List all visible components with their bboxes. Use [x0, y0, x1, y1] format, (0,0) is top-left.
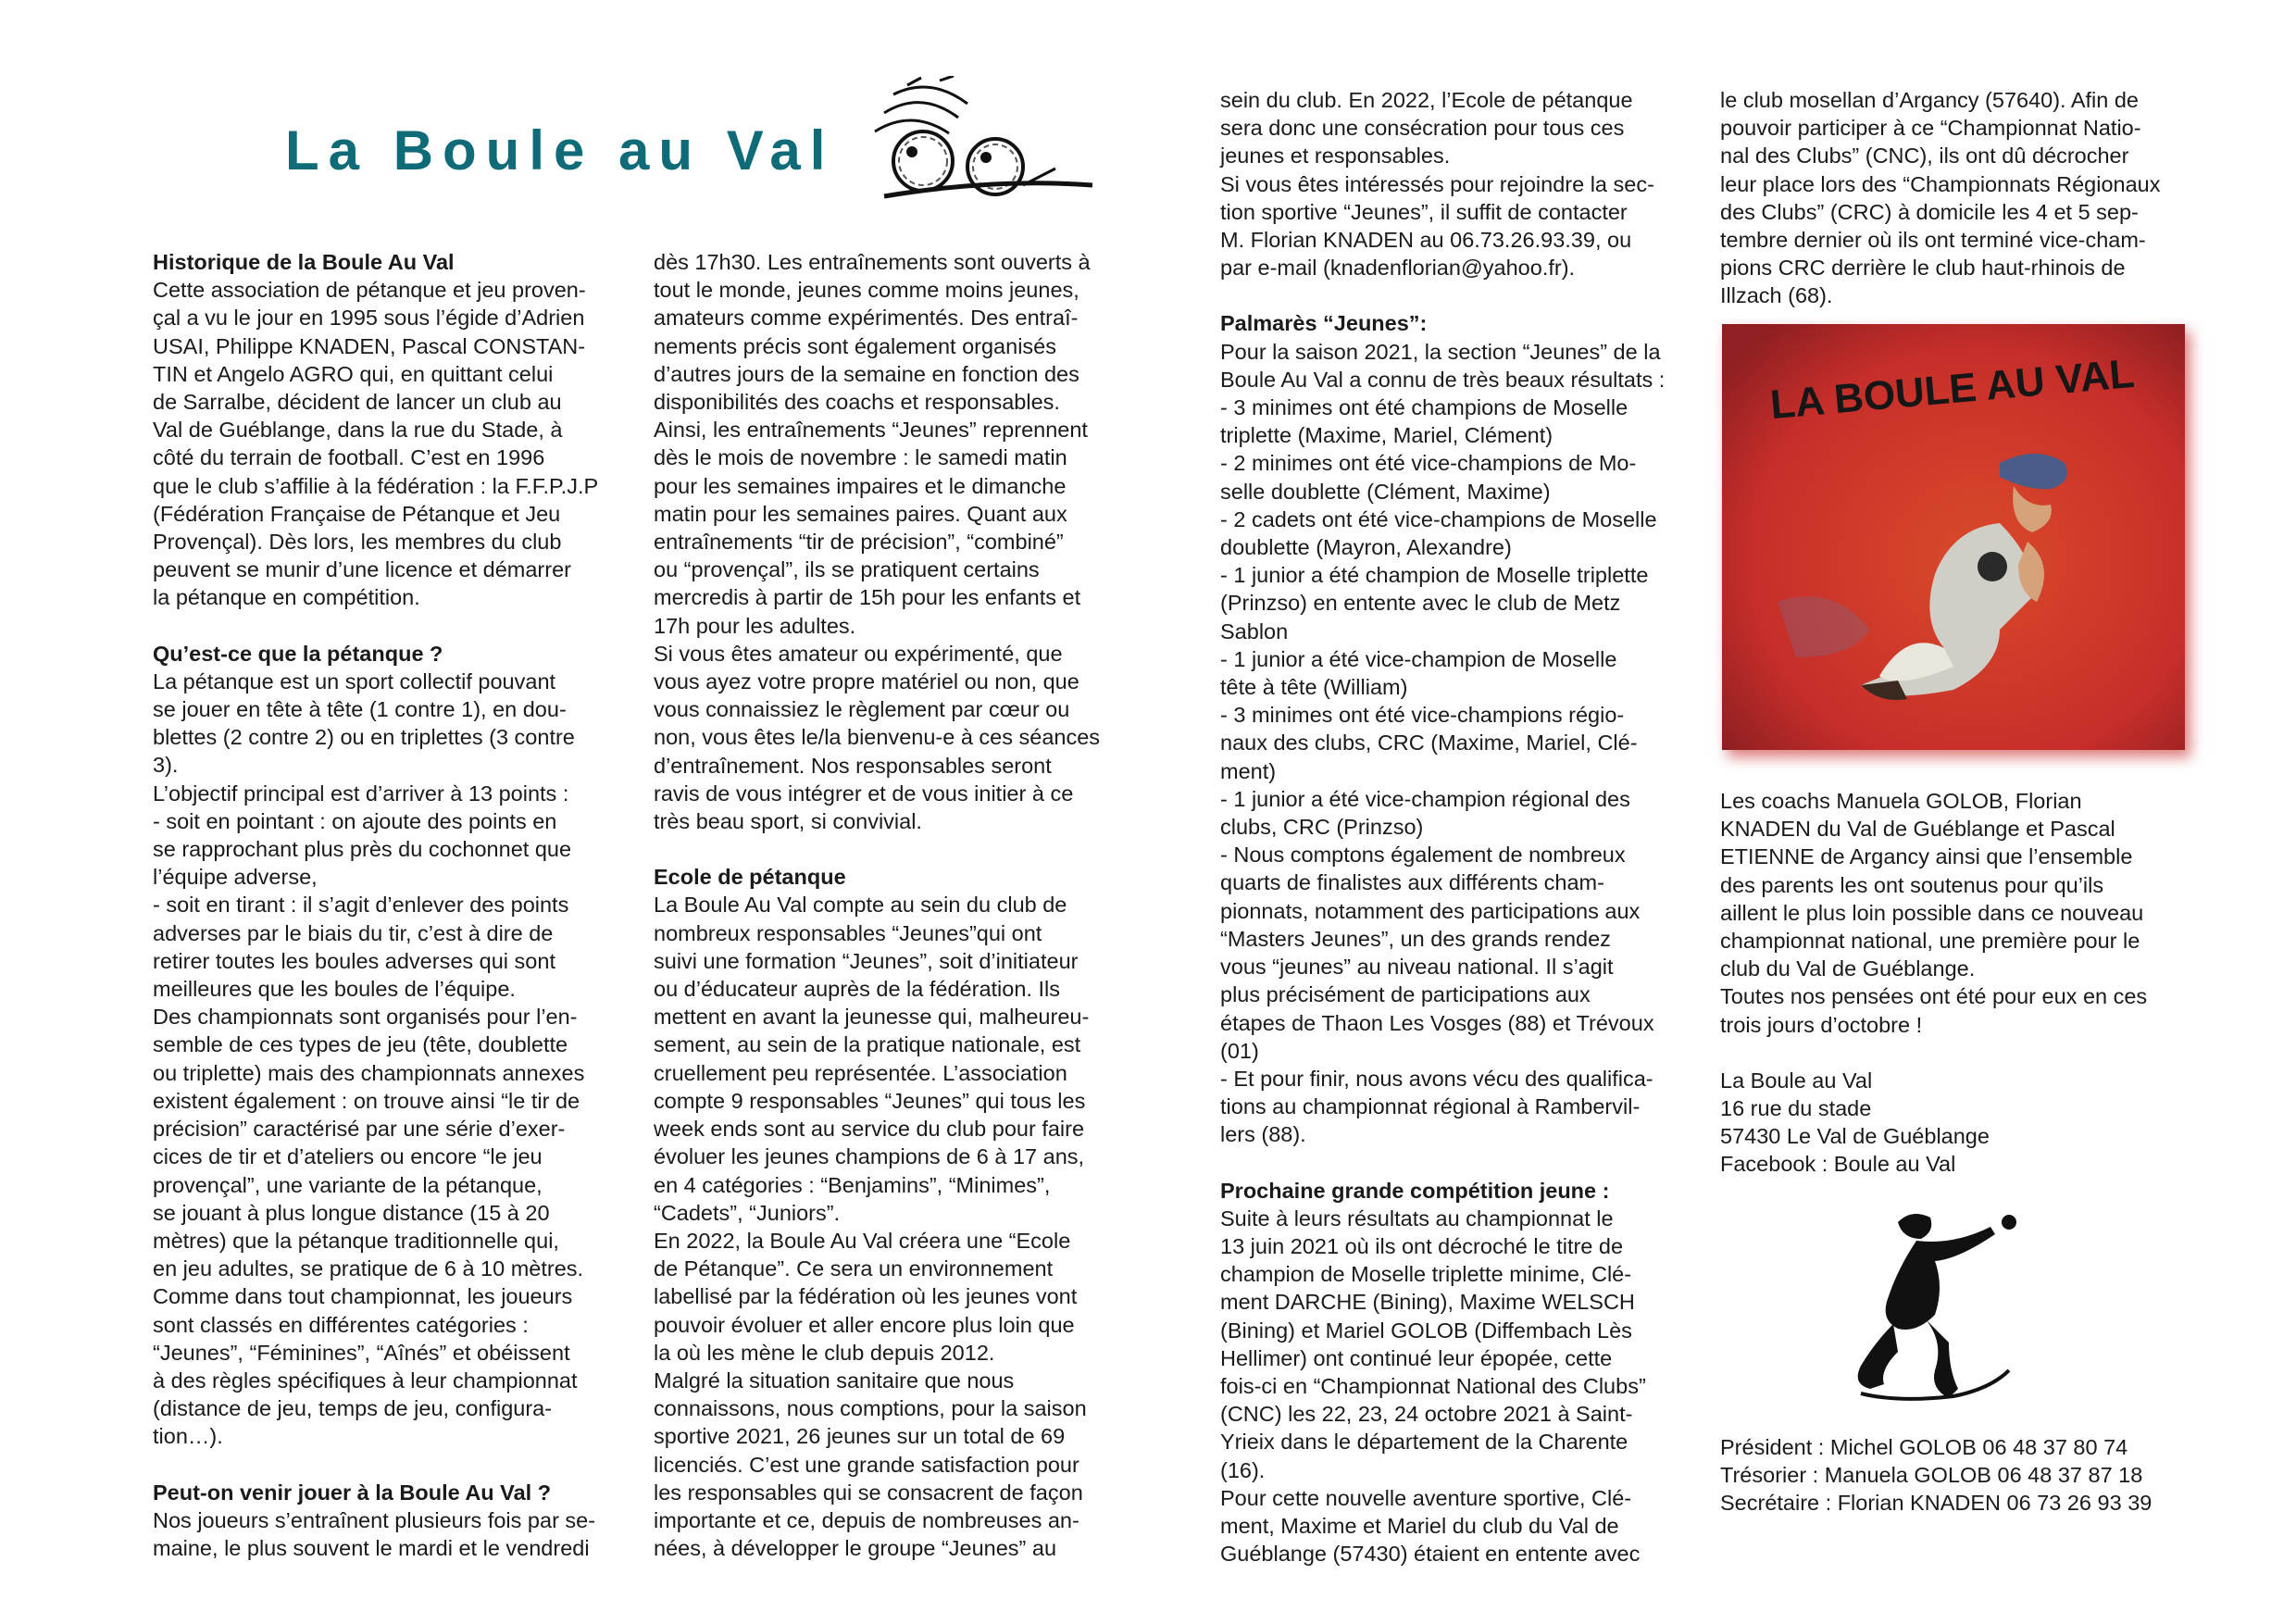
- column-2: [654, 248, 1135, 1562]
- contacts-block: [1720, 1433, 2239, 1518]
- column-4: [1720, 86, 2220, 310]
- petanque-balls-illustration: [856, 76, 1106, 201]
- paragraph-historique: Cette association de pétanque et jeu proven- çal a vu le jour en 1995 sous l’égide d’Adrien USAI, Philippe KNADEN, Pascal CONSTAN- TIN et Angelo AGRO qui, en quittant celui de Sarralbe, décident de lancer un club au Val de Guéblange, dans la rue du Stade, à côté du terrain de football. C’est en 1996 que le club s’affilie à la fédération : la F.F.P.J.P (Fédération Française de Pétanque et Jeu Provençal). Dès lors, les membres du club peuvent se munir d’une licence et démarrer la pétanque en compétition.: [153, 278, 599, 610]
- club-poster: [1722, 324, 2185, 750]
- heading-ecole: Ecole de pétanque: [654, 865, 846, 890]
- paragraph-entrainements: dès 17h30. Les entraînements sont ouverts à tout le monde, jeunes comme moins jeunes, amateurs comme expérimentés. Des entraî- nements précis sont également organisés d’autres jours de la semaine en fonction des disponibilités des coachs et responsables. Ainsi, les entraînements “Jeunes” reprennent dès le mois de novembre : le samedi matin pour les semaines impaires et le dimanche matin pour les semaines paires. Quant aux entraînements “tir de précision”, “combiné” ou “provençal”, ils se pratiquent certains mercredis à partir de 15h pour les enfants et 17h pour les adultes. Si vous êtes amateur ou expérimenté, que vous ayez votre propre matériel ou non, que vous connaissiez le règlement par cœur ou non, vous êtes le/la bienvenu-e à ces séances d’entraînement. Nos responsables seront ravis de vous intégrer et de vous initier à ce très beau sport, si convivial.: [654, 250, 1101, 834]
- column-3: [1220, 86, 1702, 1568]
- club-contacts: Président : Michel GOLOB 06 48 37 80 74 Trésorier : Manuela GOLOB 06 48 37 87 18 Secrétaire : Florian KNADEN 06 73 26 93 39: [1720, 1435, 2152, 1516]
- heading-palmares: Palmarès “Jeunes”:: [1220, 311, 1428, 336]
- player-silhouette-icon: [1842, 1204, 2028, 1407]
- heading-historique: Historique de la Boule Au Val: [153, 250, 455, 274]
- column-1: [153, 248, 634, 1562]
- heading-competition: Prochaine grande compétition jeune :: [1220, 1178, 1610, 1203]
- paragraph-palmares: Pour la saison 2021, la section “Jeunes” de la Boule Au Val a connu de très beaux résultats : - 3 minimes ont été champions de Moselle triplette (Maxime, Mariel, Clément) - 2 minimes ont été vice-champions de Mo- selle doublette (Clément, Maxime) - 2 cadets ont été vice-champions de Moselle doublette (Mayron, Alexandre) - 1 junior a été champion de Moselle triplette (Prinzso) en entente avec le club de Metz Sablon - 1 junior a été vice-champion de Moselle tête à tête (William) - 3 minimes ont été vice-champions régio- naux des clubs, CRC (Maxime, Mariel, Clé- ment) - 1 junior a été vice-champion régional des clubs, CRC (Prinzso) - Nous comptons également de nombreux quarts de finalistes aux différents cham- pionnats, notamment des participations aux “Masters Jeunes”, un des grands rendez vous “jeunes” au niveau national. Il s’agit plus précisément de participations aux étapes de Thaon Les Vosges (88) et Trévoux (01) - Et pour finir, nous avons vécu des qualifica- tions au championnat régional à Rambervil- lers (88).: [1220, 339, 1666, 1147]
- paragraph-argancy: le club mosellan d’Argancy (57640). Afin de pouvoir participer à ce “Championnat Natio- nal des Clubs” (CNC), ils ont dû décrocher leur place lors des “Championnats Régionaux des Clubs” (CRC) à domicile les 4 et 5 sep- tembre dernier où ils ont terminé vice-cham- pions CRC derrière le club haut-rhinois de Illzach (68).: [1720, 88, 2161, 308]
- paragraph-contact-jeunes: sein du club. En 2022, l’Ecole de pétanque sera donc une consécration pour tous ces jeunes et responsables. Si vous êtes intéressés pour rejoindre la sec- tion sportive “Jeunes”, il suffit de contacter M. Florian KNADEN au 06.73.26.93.39, ou par e-mail (knadenflorian@yahoo.fr).: [1220, 88, 1654, 281]
- heading-venir-jouer: Peut-on venir jouer à la Boule Au Val ?: [153, 1480, 552, 1505]
- heading-petanque: Qu’est-ce que la pétanque ?: [153, 641, 443, 666]
- paragraph-competition: Suite à leurs résultats au championnat le 13 juin 2021 où ils ont décroché le titre de champion de Moselle triplette minime, Clé- ment DARCHE (Bining), Maxime WELSCH (Bining) et Mariel GOLOB (Diffembach Lès Hellimer) ont continué leur épopée, cette fois-ci en “Championnat National des Clubs” (CNC) les 22, 23, 24 octobre 2021 à Saint- Yrieix dans le département de la Charente (16). Pour cette nouvelle aventure sportive, Clé- ment, Maxime et Mariel du club du Val de Guéblange (57430) étaient en entente avec: [1220, 1206, 1646, 1567]
- paragraph-coachs: Les coachs Manuela GOLOB, Florian KNADEN du Val de Guéblange et Pascal ETIENNE de Argancy ainsi que l’ensemble des parents les ont soutenus pour qu’ils aillent le plus loin possible dans ce nouveau championnat national, une première pour le club du Val de Guéblange. Toutes nos pensées ont été pour eux en ces trois jours d’octobre !: [1720, 789, 2148, 1037]
- paragraph-ecole: La Boule Au Val compte au sein du club de nombreux responsables “Jeunes”qui ont suivi une formation “Jeunes”, soit d’initiateur ou d’éducateur auprès de la fédération. Ils mettent en avant la jeunesse qui, malheureu- sement, au sein de la pratique nationale, est cruellement peu représentée. L’association compte 9 responsables “Jeunes” qui tous les week ends sont au service du club pour faire évoluer les jeunes champions de 6 à 17 ans, en 4 catégories : “Benjamins”, “Minimes”, “Cadets”, “Juniors”. En 2022, la Boule Au Val créera une “Ecole de Pétanque”. Ce sera un environnement labellisé par la fédération où les jeunes vont pouvoir évoluer et aller encore plus loin que la où les mène le club depuis 2012. Malgré la situation sanitaire que nous connaissons, nous comptions, pour la saison sportive 2021, 26 jeunes sur un total de 69 licenciés. C’est une grande satisfaction pour les responsables qui se consacrent de façon importante et ce, depuis de nombreuses an- nées, à développer le groupe “Jeunes” au: [654, 893, 1090, 1561]
- page-title: La Boule au Val: [285, 119, 835, 181]
- paragraph-petanque: La pétanque est un sport collectif pouvant se jouer en tête à tête (1 contre 1), en dou- blettes (2 contre 2) ou en triplettes (3 contre 3). L’objectif principal est d’arriver à 13 points : - soit en pointant : on ajoute des points en se rapprochant plus près du cochonnet que l’équipe adverse, - soit en tirant : il s’agit d’enlever des points adverses par le biais du tir, c’est à dire de retirer toutes les boules adverses qui sont meilleures que les boules de l’équipe. Des championnats sont organisés pour l’en- semble de ces types de jeu (tête, doublette ou triplette) mais des championnats annexes existent également : on trouve ainsi “le tir de précision” caractérisé par une série d’exer- cices de tir et d’ateliers ou encore “le jeu provençal”, une variante de la pétanque, se jouant à plus longue distance (15 à 20 mètres) que la pétanque traditionnelle qui, en jeu adultes, se pratique de 6 à 10 mètres. Comme dans tout championnat, les joueurs sont classés en différentes catégories : “Jeunes”, “Féminines”, “Aînés” et obéissent à des règles spécifiques à leur championnat (distance de jeu, temps de jeu, configura- tion…).: [153, 668, 585, 1449]
- paragraph-venir-jouer: Nos joueurs s’entraînent plusieurs fois par se- maine, le plus souvent le mardi et le vendredi: [153, 1507, 596, 1560]
- poster-title: LA BOULE AU VAL: [1768, 350, 2137, 429]
- column-4-lower: [1720, 787, 2220, 1179]
- club-address: La Boule au Val 16 rue du stade 57430 Le Val de Guéblange Facebook : Boule au Val: [1720, 1068, 1990, 1177]
